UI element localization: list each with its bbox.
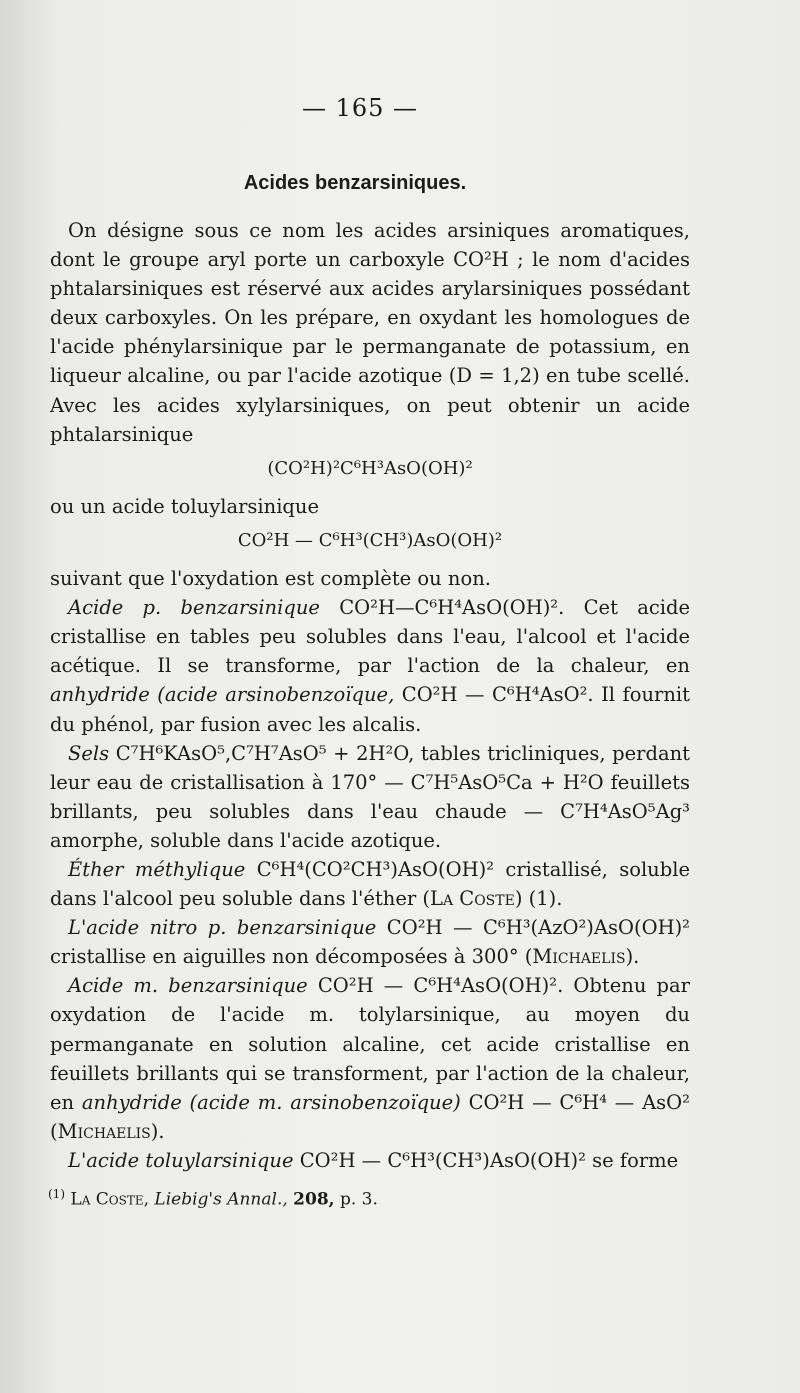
formula-toluylarsinique: CO²H — C⁶H³(CH³)AsO(OH)² (237, 529, 503, 551)
compound-title: Acide p. benzarsinique (68, 596, 320, 620)
paragraph-toluylarsinique (50, 1146, 690, 1175)
footnote-marker: (1) (48, 1187, 65, 1201)
footnote-volume: 208, (293, 1189, 335, 1210)
paragraph-text-end: ). (625, 945, 640, 969)
paragraph-text: C⁶H⁴(CO²CH³)AsO(OH)² cristallisé, soluble dans l'alcool peu soluble dans l'éther ( (50, 857, 690, 911)
compound-title: Acide m. benzarsinique (68, 974, 308, 998)
paragraph-text-end: ). (150, 1119, 165, 1143)
italic-term: anhydride (acide arsinobenzoïque, (50, 683, 395, 707)
compound-title: Sels (68, 741, 110, 765)
paragraph-sels (50, 739, 690, 855)
paragraph-ether (50, 855, 690, 913)
paragraph-intro: On désigne sous ce nom les acides arsiniques aromatiques, dont le groupe aryl porte un carboxyle CO²H ; le nom d'acides phtalarsiniques est réservé aux acides arylarsiniques possédant deux carboxyles. On les prépare, en oxydant les homologues de l'acide phénylarsinique par le permanganate de potassium, en liqueur alcaline, ou par l'acide azotique (D = 1,2) en tube scellé. Avec les acides xylylarsiniques, on peut obtenir un acide phtalarsinique (50, 219, 690, 446)
body-text (50, 216, 690, 1175)
paragraph-oxydation: suivant que l'oxydation est complète ou non. (50, 567, 491, 591)
paragraph-text: CO²H — C⁶H⁴AsO(OH)². Obtenu par oxydation de l'acide m. tolylarsinique, au moyen du permanganate en solution alcaline, cet acide cristallise en feuillets brillants qui se transforment, par l'action de la chaleur, en (50, 974, 690, 1114)
paragraph-p-benzarsinique (50, 593, 690, 738)
formula-phtalarsinique: (CO²H)²C⁶H³AsO(OH)² (267, 457, 473, 479)
paragraph-nitro (50, 913, 690, 971)
author-name: La Coste (430, 887, 515, 911)
compound-title: Éther méthylique (68, 857, 246, 881)
compound-title: L'acide toluylarsinique (68, 1148, 294, 1172)
paragraph-text: CO²H — C⁶H³(AzO²)AsO(OH)² cristallise en aiguilles non décomposées à 300° ( (50, 916, 690, 969)
paragraph-m-benzarsinique (50, 971, 690, 1146)
italic-term: anhydride (acide m. arsinobenzoïque) (81, 1090, 461, 1114)
compound-title: L'acide nitro p. benzarsinique (68, 916, 377, 940)
paragraph-text-end: ) (1). (514, 887, 563, 911)
footnote (48, 1187, 688, 1210)
page-number: — 165 — (301, 94, 419, 122)
section-title: Acides benzarsiniques. (243, 172, 467, 194)
footnote-author: La Coste, (70, 1189, 149, 1210)
paragraph-toluyl-intro: ou un acide toluylarsinique (50, 494, 320, 518)
paragraph-text: C⁷H⁶KAsO⁵,C⁷H⁷AsO⁵ + 2H²O, tables tricliniques, perdant leur eau de cristallisation à 170° — C⁷H⁵AsO⁵Ca + H²O feuillets brillants, peu solubles dans l'eau chaude — C⁷H⁴AsO⁵Ag³ amorphe, soluble dans l'acide azotique. (50, 741, 690, 852)
paragraph-text: CO²H — C⁶H³(CH³)AsO(OH)² se forme (293, 1148, 679, 1172)
paragraph-text-mid: CO²H — C⁶H⁴ — AsO² ( (50, 1090, 690, 1143)
author-name: Michaelis (532, 945, 626, 969)
author-name: Michaelis (57, 1119, 151, 1143)
paragraph-text: CO²H—C⁶H⁴AsO(OH)². Cet acide cristallise en tables peu solubles dans l'eau, l'alcool et l'acide acétique. Il se transforme, par l'action de la chaleur, en (50, 596, 691, 678)
footnote-page: p. 3. (339, 1189, 378, 1210)
paragraph-text-end: CO²H — C⁶H⁴AsO². Il fournit du phénol, par fusion avec les alcalis. (50, 683, 690, 736)
footnote-journal: Liebig's Annal., (154, 1189, 288, 1210)
